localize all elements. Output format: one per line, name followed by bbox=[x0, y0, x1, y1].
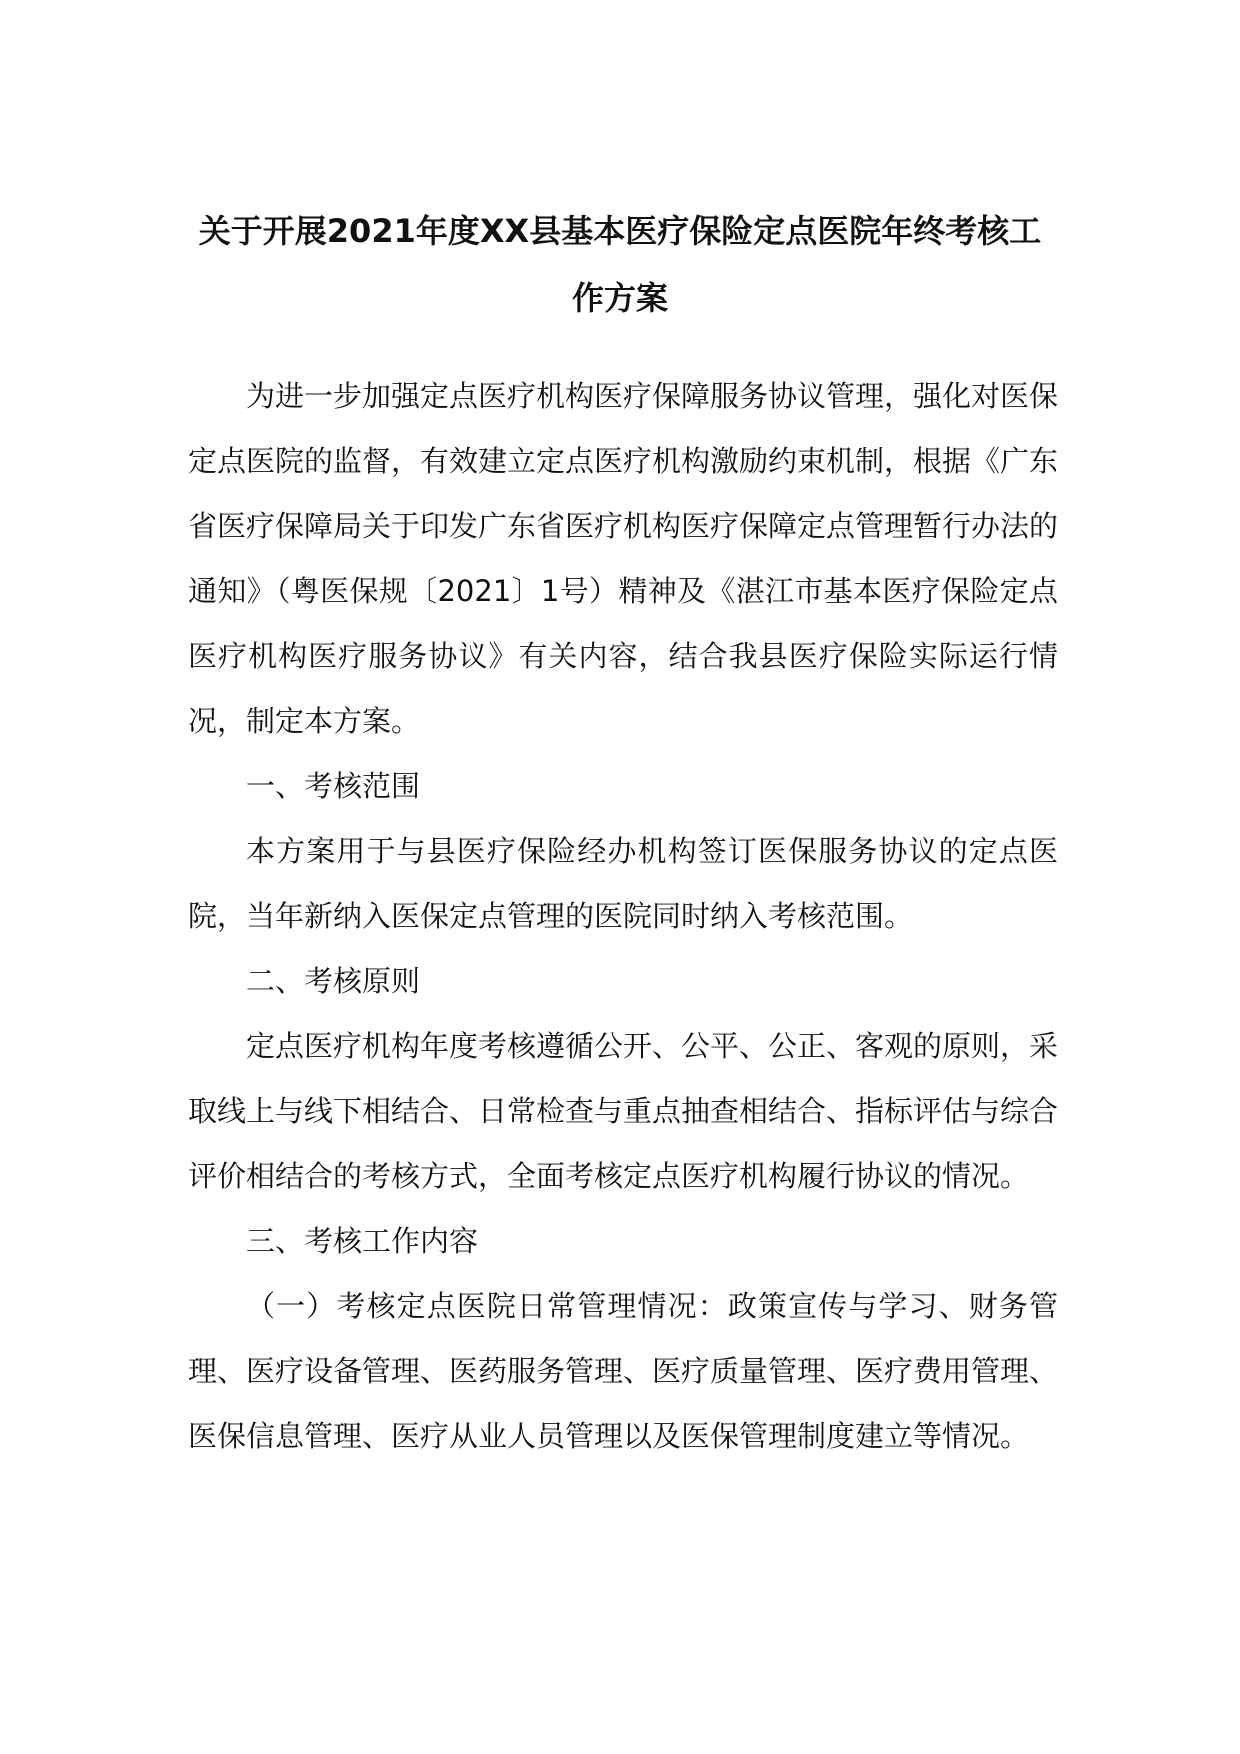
scope-paragraph: 本方案用于与县医疗保险经办机构签订医保服务协议的定点医院，当年新纳入医保定点管理的医院同时纳入考核范围。 bbox=[188, 834, 1058, 933]
intro-paragraph: 为进一步加强定点医疗机构医疗保障服务协议管理，强化对医保定点医院的监督，有效建立定点医疗机构激励约束机制，根据《广东省医疗保障局关于印发广东省医疗机构医疗保障定点管理暂行办法的通知》（粤医保规〔2021〕1号）精神及《湛江市基本医疗保险定点医疗机构医疗服务协议》有关内容，结合我县医疗保险实际运行情况，制定本方案。 bbox=[188, 379, 1059, 738]
document-body bbox=[188, 364, 1058, 1469]
content-item-1-paragraph: （一）考核定点医院日常管理情况：政策宣传与学习、财务管理、医疗设备管理、医药服务管理、医疗质量管理、医疗费用管理、医保信息管理、医疗从业人员管理以及医保管理制度建立等情况。 bbox=[188, 1289, 1059, 1453]
principles-paragraph: 定点医疗机构年度考核遵循公开、公平、公正、客观的原则，采取线上与线下相结合、日常检查与重点抽查相结合、指标评估与综合评价相结合的考核方式，全面考核定点医疗机构履行协议的情况。 bbox=[188, 1029, 1059, 1193]
section-heading-principles: 二、考核原则 bbox=[246, 964, 421, 998]
section-heading-content: 三、考核工作内容 bbox=[246, 1224, 479, 1258]
section-heading-scope: 一、考核范围 bbox=[246, 769, 421, 803]
document-title: 关于开展2021年度XX县基本医疗保险定点医院年终考核工作方案 bbox=[198, 212, 1042, 317]
